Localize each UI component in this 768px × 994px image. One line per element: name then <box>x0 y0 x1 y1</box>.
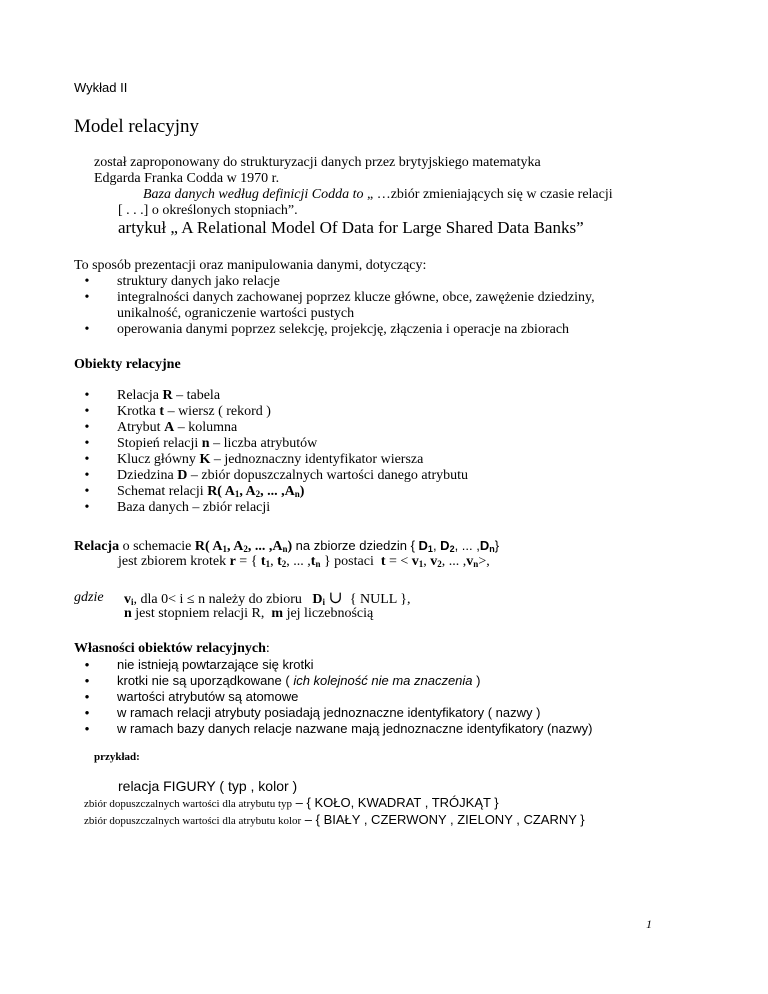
lecture-label: Wykład II <box>74 80 128 95</box>
example-relation: relacja FIGURY ( typ , kolor ) <box>118 778 298 794</box>
example-heading: przykład: <box>94 751 140 763</box>
list-item <box>82 500 682 516</box>
item-symbol: n <box>201 436 210 451</box>
list-item-text: krotki nie są uporządkowane ( <box>117 673 290 688</box>
page-title: Model relacyjny <box>74 116 200 137</box>
bullet-icon: • <box>84 468 90 483</box>
item-symbol: A <box>164 420 175 435</box>
list-item: • krotki nie są uporządkowane ( ich kolejność nie ma znaczenia ) <box>82 673 722 689</box>
where-line-1: $v_i$, dla 0< i ≤ n należy do zbioru $D_i$ ∪ { NULL }, <box>124 588 411 607</box>
item-text: Schemat relacji <box>117 484 208 499</box>
definition-italic: Baza danych według definicji Codda to <box>143 187 364 202</box>
bullet-icon: • <box>84 721 90 736</box>
bullet-icon: • <box>84 290 90 305</box>
item-text: Baza danych – zbiór relacji <box>117 500 271 515</box>
list-item-text: operowania danymi poprzez selekcję, projekcję, złączenia i operacje na zbiorach <box>117 322 570 337</box>
list-item <box>82 404 682 420</box>
item-text: – zbiór dopuszczalnych wartości danego atrybutu <box>187 468 469 483</box>
bullet-icon: • <box>84 705 90 720</box>
objects-list <box>82 388 682 516</box>
properties-heading: Własności obiektów relacyjnych: <box>74 641 270 656</box>
list-item-text: unikalność, ograniczenie wartości pustych <box>117 306 355 321</box>
definition-line-2: [ . . .] o określonych stopniach”. <box>118 203 298 218</box>
schema-formula: R( $A_1$, $A_2$, ... $,A_n$) <box>207 484 305 499</box>
definition-rest: „ …zbiór zmieniających się w czasie relacji <box>363 187 613 202</box>
typ-domain: zbiór dopuszczalnych wartości dla atrybutu typ – { KOŁO, KWADRAT , TRÓJKĄT } <box>84 795 499 810</box>
list-item <box>82 322 682 338</box>
list-item <box>82 721 722 737</box>
bullet-icon: • <box>84 420 90 435</box>
bullet-icon: • <box>84 689 90 704</box>
list-item-text: struktury danych jako relacje <box>117 274 280 289</box>
kolor-domain: zbiór dopuszczalnych wartości dla atrybutu kolor – { BIAŁY , CZERWONY , ZIELONY , CZARNY } <box>84 812 585 827</box>
bullet-icon: • <box>84 322 90 337</box>
article-reference: artykuł „ A Relational Model Of Data for Large Shared Data Banks” <box>118 218 584 237</box>
relation-definition-line-2: jest zbiorem krotek r = { $t_1$, $t_2$, ... $,t_n$ } postaci t = < $v_1$, $v_2$, ... $,v_n>$, <box>118 554 490 569</box>
relation-definition-line-1: Relacja o schemacie R( $A_1$, $A_2$, ... $,A_n$) na zbiorze dziedzin { $D_1$, $D_2$, ... $,D_n$} <box>74 538 500 554</box>
bullet-icon: • <box>84 673 90 688</box>
properties-list <box>82 657 722 737</box>
bullet-icon: • <box>84 404 90 419</box>
item-text: – kolumna <box>174 420 238 435</box>
approach-list <box>82 274 682 338</box>
list-item <box>82 388 682 404</box>
list-item <box>82 484 682 500</box>
bullet-icon: • <box>84 452 90 467</box>
intro-line-2: Edgarda Franka Codda w 1970 r. <box>94 171 280 186</box>
bullet-icon: • <box>84 274 90 289</box>
union-symbol: ∪ <box>328 588 343 607</box>
bullet-icon: • <box>84 484 90 499</box>
list-item <box>82 657 722 673</box>
list-item-text: wartości atrybutów są atomowe <box>117 689 299 704</box>
list-item-text: nie istnieją powtarzające się krotki <box>117 657 314 672</box>
item-text: – wiersz ( rekord ) <box>164 404 271 419</box>
list-item <box>82 436 682 452</box>
item-text: – tabela <box>172 388 221 403</box>
list-item <box>82 452 682 468</box>
list-item <box>82 705 722 721</box>
list-item-text: w ramach relacji atrybuty posiadają jednoznaczne identyfikatory ( nazwy ) <box>117 705 541 720</box>
where-line-2: n jest stopniem relacji R, m jej liczebnością <box>124 606 374 621</box>
item-symbol: R <box>162 388 173 403</box>
codd-definition <box>143 187 613 203</box>
page-number: 1 <box>646 917 652 931</box>
list-item <box>82 468 682 484</box>
item-text: Dziedzina <box>117 468 178 483</box>
item-text: Klucz główny <box>117 452 200 467</box>
bullet-icon: • <box>84 500 90 515</box>
list-item <box>82 274 682 290</box>
bullet-icon: • <box>84 657 90 672</box>
relation-term: Relacja <box>74 539 120 554</box>
objects-heading: Obiekty relacyjne <box>74 357 181 372</box>
list-item-text: integralności danych zachowanej poprzez klucze główne, obce, zawężenie dziedziny, <box>117 290 595 305</box>
item-text: Krotka <box>117 404 160 419</box>
where-label: gdzie <box>74 590 104 605</box>
item-symbol: K <box>199 452 211 467</box>
item-text: Stopień relacji <box>117 436 202 451</box>
item-symbol: D <box>177 468 188 483</box>
item-symbol: t <box>159 404 165 419</box>
item-text: – jednoznaczny identyfikator wiersza <box>210 452 424 467</box>
intro-line-1: został zaproponowany do strukturyzacji danych przez brytyjskiego matematyka <box>94 155 541 170</box>
approach-lead: To sposób prezentacji oraz manipulowania danymi, dotyczący: <box>74 258 427 273</box>
list-item-text: w ramach bazy danych relacje nazwane mają jednoznaczne identyfikatory (nazwy) <box>117 721 593 736</box>
item-text: Atrybut <box>117 420 165 435</box>
item-text: Relacja <box>117 388 163 403</box>
item-text: – liczba atrybutów <box>209 436 318 451</box>
bullet-icon: • <box>84 436 90 451</box>
bullet-icon: • <box>84 388 90 403</box>
list-item <box>82 689 722 705</box>
list-item-continuation <box>82 306 682 322</box>
list-item <box>82 420 682 436</box>
list-item <box>82 290 682 306</box>
